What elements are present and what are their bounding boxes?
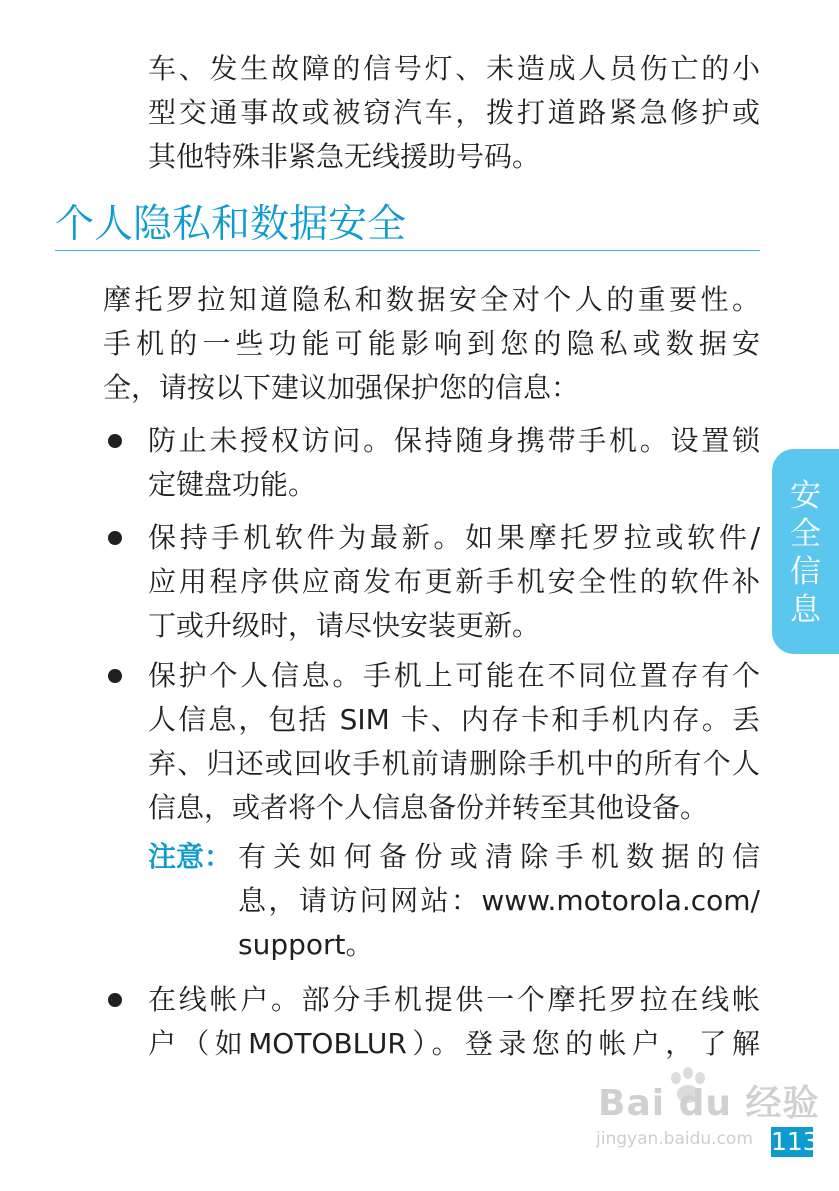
bullet-text-line: 弃、归还或回收手机前请删除手机中的所有个人 xyxy=(148,747,760,780)
bullet-text-line: 保护个人信息。手机上可能在不同位置存有个 xyxy=(148,659,760,692)
intro-line: 摩托罗拉知道隐私和数据安全对个人的重要性。 xyxy=(103,283,760,316)
intro-line: 全，请按以下建议加强保护您的信息： xyxy=(103,371,580,404)
note-text-line: support。 xyxy=(238,928,374,961)
bullet-marker xyxy=(108,434,122,448)
bullet-text-line: 保持手机软件为最新。如果摩托罗拉或软件/ xyxy=(148,521,760,554)
note-text-line: 有关如何备份或清除手机数据的信 xyxy=(238,840,760,873)
note-text-line: 息，请访问网站：www.motorola.com/ xyxy=(238,884,760,917)
bullet-text-line: 户（如MOTOBLUR）。登录您的帐户，了解 xyxy=(148,1027,760,1060)
bullet-text-line: 在线帐户。部分手机提供一个摩托罗拉在线帐 xyxy=(148,983,760,1016)
continuation-line: 车、发生故障的信号灯、未造成人员伤亡的小 xyxy=(148,52,760,85)
bullet-text-line: 人信息，包括 SIM 卡、内存卡和手机内存。丢 xyxy=(148,703,760,736)
note-label: 注意： xyxy=(148,840,233,873)
intro-line: 手机的一些功能可能影响到您的隐私或数据安 xyxy=(103,327,760,360)
bullet-marker xyxy=(108,531,122,545)
page-number: 113 xyxy=(771,1127,819,1156)
section-heading: 个人隐私和数据安全 xyxy=(55,202,407,247)
bullet-marker xyxy=(108,669,122,683)
watermark-logo: Bai du 经验 xyxy=(598,1083,820,1124)
watermark-url: jingyan.baidu.com xyxy=(596,1129,753,1149)
chapter-side-tab-label: 安全信息 xyxy=(790,478,821,628)
continuation-line: 其他特殊非紧急无线援助号码。 xyxy=(148,140,541,173)
chapter-side-tab xyxy=(772,449,839,654)
bullet-text-line: 丁或升级时，请尽快安装更新。 xyxy=(148,609,541,642)
heading-rule xyxy=(55,250,760,251)
bullet-text-line: 应用程序供应商发布更新手机安全性的软件补 xyxy=(148,565,760,598)
bullet-text-line: 定键盘功能。 xyxy=(148,468,317,501)
bullet-marker xyxy=(108,993,122,1007)
bullet-text-line: 防止未授权访问。保持随身携带手机。设置锁 xyxy=(148,424,760,457)
continuation-line: 型交通事故或被窃汽车，拨打道路紧急修护或 xyxy=(148,96,760,129)
bullet-text-line: 信息，或者将个人信息备份并转至其他设备。 xyxy=(148,791,709,824)
